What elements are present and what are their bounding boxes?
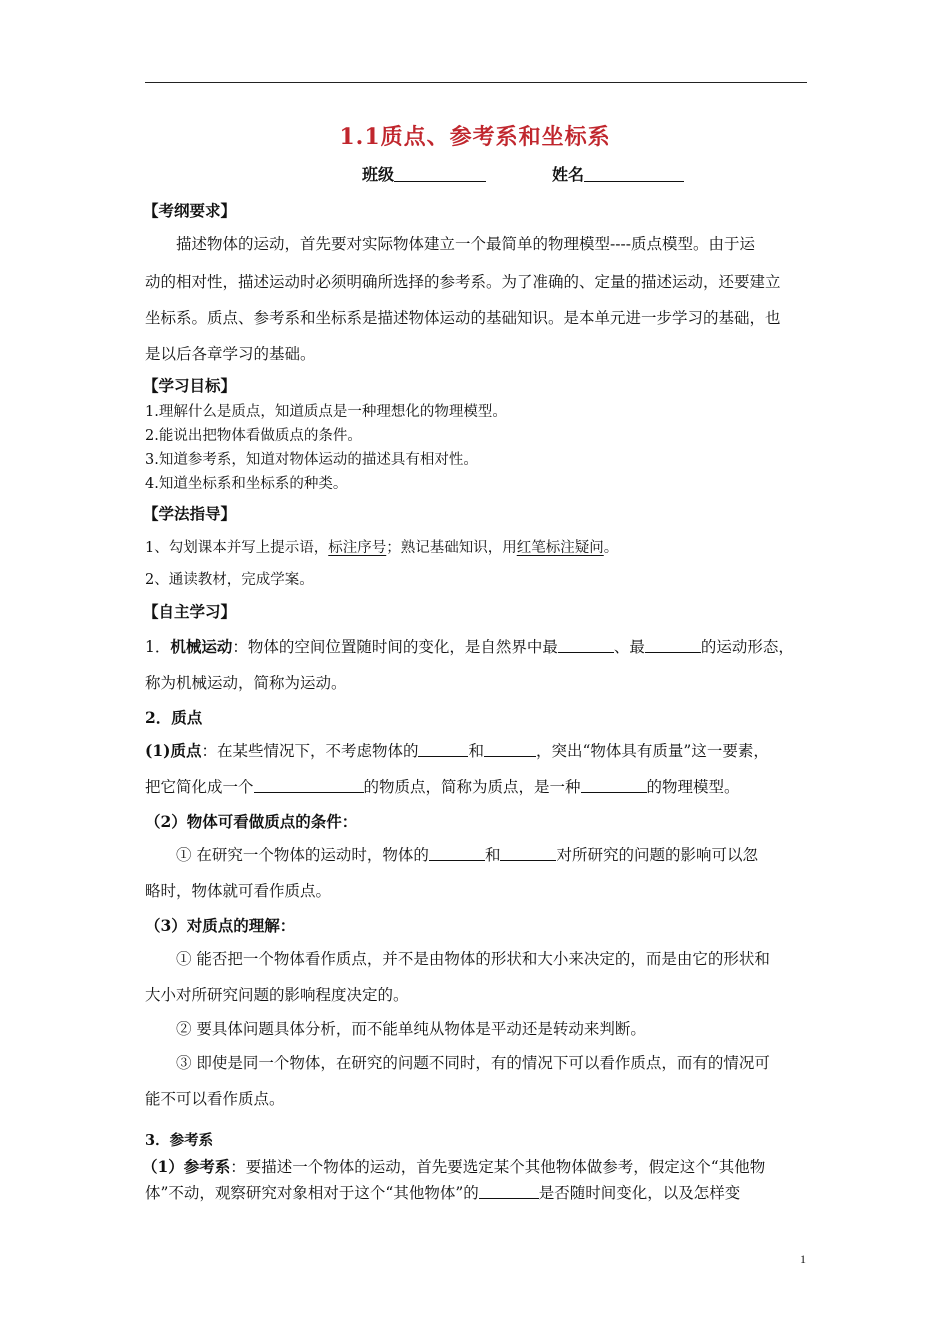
text-line: 略时，物体就可看作质点。 <box>145 882 332 900</box>
fill-blank[interactable] <box>484 741 536 757</box>
section-heading-requirements: 【考纲要求】 <box>143 201 237 220</box>
method-item-1 <box>145 536 618 557</box>
text: 的运动形态， <box>700 638 794 656</box>
text-line: 称为机械运动，简称为运动。 <box>145 674 347 692</box>
method-underlined: 红笔标注疑问 <box>516 540 604 556</box>
method-underlined: 标注序号 <box>328 540 387 556</box>
class-blank <box>394 165 486 182</box>
text: 和 <box>484 846 501 864</box>
item-reference-frame-cont <box>145 1181 740 1203</box>
fill-blank[interactable] <box>558 637 614 653</box>
text: 、最 <box>613 638 645 656</box>
name-label: 姓名 <box>552 165 585 184</box>
fill-blank[interactable] <box>254 777 364 793</box>
item-mechanical-motion <box>145 635 794 657</box>
fill-blank[interactable] <box>429 845 485 861</box>
term: 机械运动 <box>170 637 233 656</box>
header-rule <box>145 82 807 83</box>
text-line: ① 能否把一个物体看作质点，并不是由物体的形状和大小来决定的，而是由它的形状和 <box>176 950 770 968</box>
class-label: 班级 <box>362 165 395 184</box>
text-line: ② 要具体问题具体分析，而不能单纯从物体是平动还是转动来判断。 <box>176 1020 646 1038</box>
subsection-heading: （3）对质点的理解： <box>145 916 296 935</box>
text: ：物体的空间位置随时间的变化，是自然界中最 <box>232 638 558 656</box>
fill-blank[interactable] <box>418 741 468 757</box>
item-particle-definition-cont <box>145 775 740 797</box>
text-line: 大小对所研究问题的影响程度决定的。 <box>145 986 409 1004</box>
text: 体”不动，观察研究对象相对于这个“其他物体”的 <box>145 1184 479 1202</box>
fill-blank[interactable] <box>581 777 647 793</box>
item-particle-condition <box>176 843 758 865</box>
subsection-heading: 2．质点 <box>145 708 203 727</box>
goal-item: 1.理解什么是质点，知道质点是一种理想化的物理模型。 <box>145 404 507 420</box>
name-blank <box>584 165 684 182</box>
term: （1）参考系 <box>142 1157 231 1176</box>
page-number: 1 <box>800 1252 806 1266</box>
method-text: 。 <box>603 540 619 556</box>
fill-blank[interactable] <box>500 845 556 861</box>
goal-item: 3.知道参考系，知道对物体运动的描述具有相对性。 <box>145 452 478 468</box>
text: 对所研究的问题的影响可以忽 <box>556 846 758 864</box>
term: (1)质点 <box>145 741 202 760</box>
subsection-heading: 3．参考系 <box>145 1132 214 1149</box>
section-heading-self-study: 【自主学习】 <box>143 602 237 621</box>
goal-item: 2.能说出把物体看做质点的条件。 <box>145 428 362 444</box>
requirements-line: 描述物体的运动，首先要对实际物体建立一个最简单的物理模型----质点模型。由于运 <box>176 235 755 253</box>
text: ，突出“物体具有质量”这一要素， <box>535 742 769 760</box>
text: ① 在研究一个物体的运动时，物体的 <box>176 846 429 864</box>
text-line: 能不可以看作质点。 <box>145 1090 285 1108</box>
text: ：在某些情况下，不考虑物体的 <box>201 742 419 760</box>
requirements-line: 是以后各章学习的基础。 <box>145 345 316 363</box>
goal-item: 4.知道坐标系和坐标系的种类。 <box>145 476 348 492</box>
method-text: ；熟记基础知识，用 <box>386 540 517 556</box>
method-text: 1、勾划课本并写上提示语， <box>145 540 329 556</box>
text: 的物理模型。 <box>646 778 740 796</box>
text: 的物质点，简称为质点，是一种 <box>363 778 581 796</box>
method-item-2: 2、通读教材，完成学案。 <box>145 572 314 588</box>
requirements-line: 坐标系。质点、参考系和坐标系是描述物体运动的基础知识。是本单元进一步学习的基础，也 <box>145 309 781 327</box>
text-line: ③ 即使是同一个物体，在研究的问题不同时，有的情况下可以看作质点，而有的情况可 <box>176 1054 770 1072</box>
fill-blank[interactable] <box>479 1183 539 1199</box>
requirements-line: 动的相对性，描述运动时必须明确所选择的参考系。为了准确的、定量的描述运动，还要建立 <box>145 273 781 291</box>
text: 是否随时间变化，以及怎样变 <box>538 1184 741 1202</box>
class-name-line <box>362 162 684 185</box>
page-title: 1.1质点、参考系和坐标系 <box>339 124 611 150</box>
fill-blank[interactable] <box>645 637 701 653</box>
item-number: 1． <box>145 638 171 656</box>
item-particle-definition <box>145 739 769 761</box>
text: 和 <box>468 742 484 760</box>
text: ：要描述一个物体的运动，首先要选定某个其他物体做参考，假定这个“其他物 <box>230 1158 766 1176</box>
item-reference-frame <box>142 1155 765 1177</box>
section-heading-method: 【学法指导】 <box>143 504 237 523</box>
text: 把它简化成一个 <box>145 778 254 796</box>
section-heading-goals: 【学习目标】 <box>143 376 237 395</box>
subsection-heading: （2）物体可看做质点的条件： <box>145 812 358 831</box>
